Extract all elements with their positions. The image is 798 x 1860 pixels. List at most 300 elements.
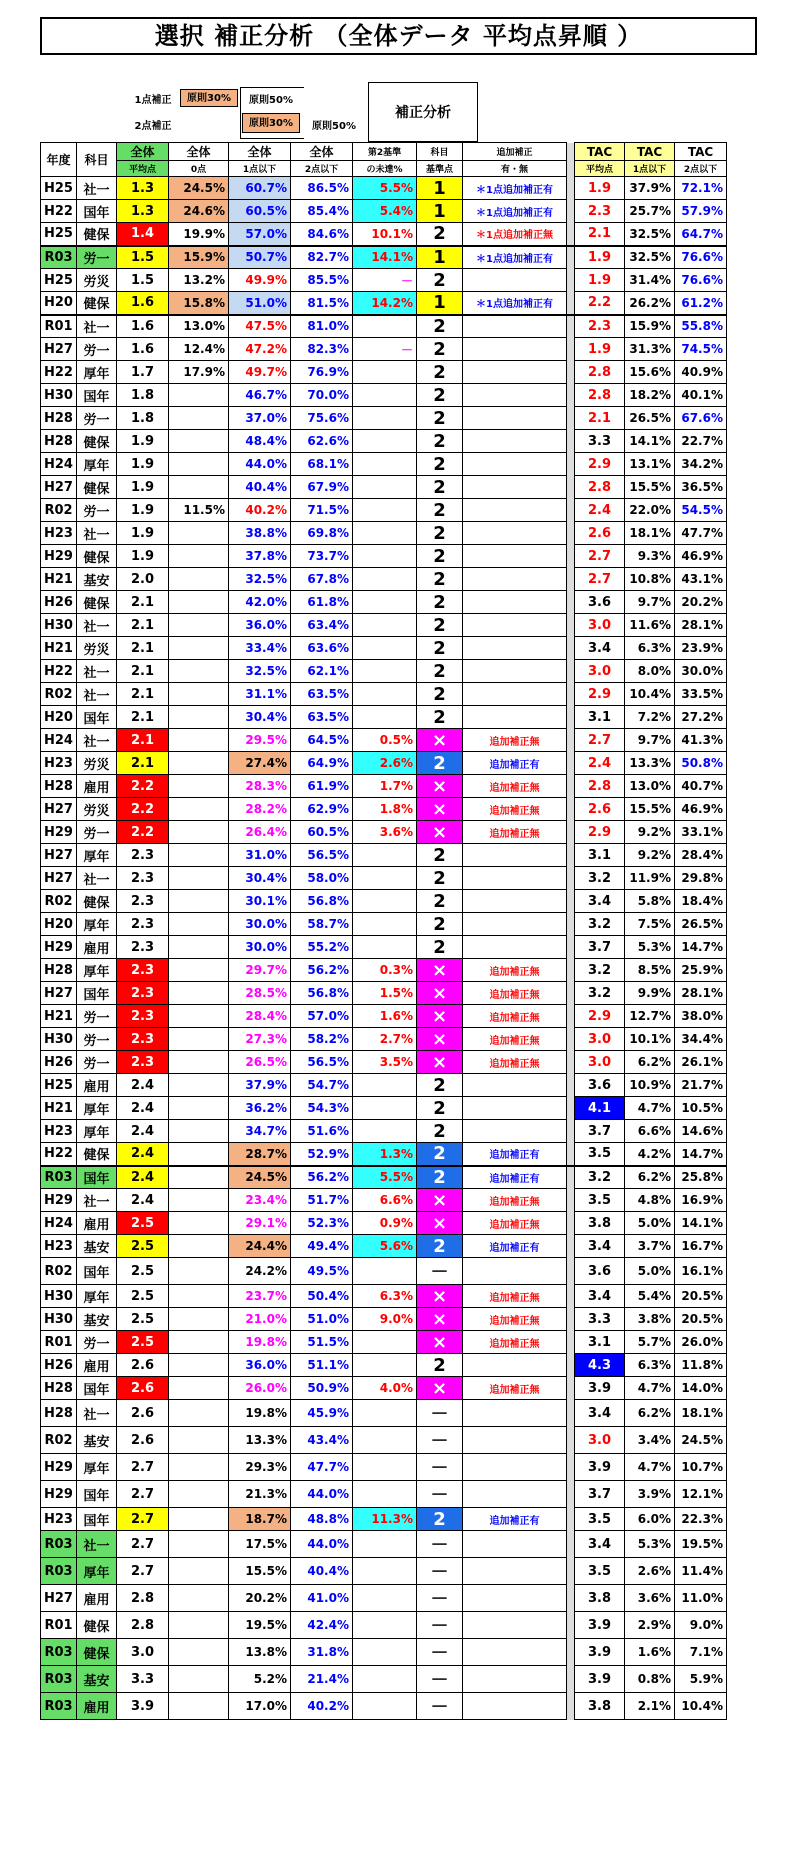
cell-tac-avg: 2.1 xyxy=(575,407,625,430)
cell-le1: 30.0% xyxy=(229,936,291,959)
cell-unmet: 1.6% xyxy=(353,1005,417,1028)
cell-zero xyxy=(169,1285,229,1308)
col-tac-le2: TAC xyxy=(675,143,727,161)
cell-le2: 62.6% xyxy=(291,430,353,453)
cell-base: 2 xyxy=(417,637,463,660)
cell-le2: 49.4% xyxy=(291,1235,353,1258)
cell-le1: 19.8% xyxy=(229,1331,291,1354)
cell-extra xyxy=(463,890,567,913)
cell-le2: 67.9% xyxy=(291,476,353,499)
cell-extra xyxy=(463,637,567,660)
cell-year: R01 xyxy=(41,1331,77,1354)
cell-tac-le2: 19.5% xyxy=(675,1531,727,1558)
cell-le2: 51.1% xyxy=(291,1354,353,1377)
table-row xyxy=(41,1258,727,1285)
cell-year: R01 xyxy=(41,1612,77,1639)
cell-tac-le1: 5.7% xyxy=(625,1331,675,1354)
table-row xyxy=(41,591,727,614)
analysis-header: 補正分析 xyxy=(368,82,478,142)
cell-le1: 19.5% xyxy=(229,1612,291,1639)
cell-tac-avg: 3.1 xyxy=(575,1331,625,1354)
col-tac-avg: TAC xyxy=(575,143,625,161)
cell-tac-le1: 6.6% xyxy=(625,1120,675,1143)
cell-base: × xyxy=(417,1028,463,1051)
cell-tac-avg: 3.9 xyxy=(575,1639,625,1666)
cell-le1: 28.5% xyxy=(229,982,291,1005)
table-row xyxy=(41,223,727,246)
gap xyxy=(567,1051,575,1074)
table-row xyxy=(41,1558,727,1585)
cell-zero xyxy=(169,453,229,476)
cell-tac-le2: 16.9% xyxy=(675,1189,727,1212)
cell-le2: 70.0% xyxy=(291,384,353,407)
cell-unmet xyxy=(353,1585,417,1612)
cell-unmet xyxy=(353,1354,417,1377)
cell-le1: 49.7% xyxy=(229,361,291,384)
table-body xyxy=(41,177,727,1720)
cell-tac-le2: 54.5% xyxy=(675,499,727,522)
cell-extra xyxy=(463,683,567,706)
cell-zero xyxy=(169,798,229,821)
gap xyxy=(567,1331,575,1354)
cell-le1: 36.0% xyxy=(229,1354,291,1377)
col-subject: 科目 xyxy=(77,143,117,177)
cell-avg: 2.3 xyxy=(117,890,169,913)
cell-le2: 85.5% xyxy=(291,269,353,292)
cell-base: 2 xyxy=(417,522,463,545)
cell-extra xyxy=(463,1666,567,1693)
cell-tac-le2: 14.7% xyxy=(675,1143,727,1166)
cell-zero xyxy=(169,1235,229,1258)
cell-tac-avg: 3.0 xyxy=(575,1028,625,1051)
gap xyxy=(567,246,575,269)
cell-avg: 2.1 xyxy=(117,706,169,729)
cell-zero xyxy=(169,1189,229,1212)
cell-tac-le1: 22.0% xyxy=(625,499,675,522)
table-row xyxy=(41,1097,727,1120)
cell-le2: 60.5% xyxy=(291,821,353,844)
cell-unmet xyxy=(353,476,417,499)
cell-subject: 労災 xyxy=(77,269,117,292)
cell-avg: 2.5 xyxy=(117,1235,169,1258)
cell-avg: 2.1 xyxy=(117,729,169,752)
cell-subject: 健保 xyxy=(77,890,117,913)
gap xyxy=(567,476,575,499)
gap xyxy=(567,982,575,1005)
cell-extra: 追加補正無 xyxy=(463,798,567,821)
gap xyxy=(567,1693,575,1720)
cell-extra xyxy=(463,1531,567,1558)
cell-subject: 労一 xyxy=(77,1051,117,1074)
cell-avg: 2.7 xyxy=(117,1481,169,1508)
gap xyxy=(567,867,575,890)
cell-base: 2 xyxy=(417,384,463,407)
cell-base: × xyxy=(417,1189,463,1212)
cell-base: － xyxy=(417,1693,463,1720)
gap xyxy=(567,1308,575,1331)
cell-avg: 2.5 xyxy=(117,1308,169,1331)
cell-subject: 社一 xyxy=(77,177,117,200)
cell-avg: 2.3 xyxy=(117,1051,169,1074)
cell-zero xyxy=(169,1400,229,1427)
cell-year: H22 xyxy=(41,660,77,683)
cell-tac-avg: 2.7 xyxy=(575,729,625,752)
cell-unmet: 1.5% xyxy=(353,982,417,1005)
cell-year: H21 xyxy=(41,568,77,591)
cell-tac-le1: 2.9% xyxy=(625,1612,675,1639)
cell-base: － xyxy=(417,1481,463,1508)
cell-unmet xyxy=(353,1481,417,1508)
cell-subject: 社一 xyxy=(77,1531,117,1558)
cell-le1: 23.4% xyxy=(229,1189,291,1212)
cell-le1: 29.3% xyxy=(229,1454,291,1481)
cell-subject: 国年 xyxy=(77,200,117,223)
cell-tac-le2: 40.9% xyxy=(675,361,727,384)
cell-tac-le1: 10.4% xyxy=(625,683,675,706)
cell-tac-le2: 7.1% xyxy=(675,1639,727,1666)
col-extra: 追加補正 xyxy=(463,143,567,161)
cell-year: H26 xyxy=(41,591,77,614)
cell-unmet xyxy=(353,1639,417,1666)
cell-subject: 厚年 xyxy=(77,1285,117,1308)
cell-tac-le2: 16.7% xyxy=(675,1235,727,1258)
cell-tac-le1: 4.8% xyxy=(625,1189,675,1212)
gap xyxy=(567,430,575,453)
cell-subject: 労一 xyxy=(77,1028,117,1051)
cell-year: H22 xyxy=(41,361,77,384)
cell-avg: 2.8 xyxy=(117,1612,169,1639)
cell-unmet xyxy=(353,568,417,591)
cell-tac-le1: 13.3% xyxy=(625,752,675,775)
cell-extra: 追加補正有 xyxy=(463,1143,567,1166)
cell-extra xyxy=(463,315,567,338)
cell-le2: 63.5% xyxy=(291,683,353,706)
cell-base: 2 xyxy=(417,499,463,522)
cell-zero xyxy=(169,1508,229,1531)
cell-tac-le2: 14.0% xyxy=(675,1377,727,1400)
cell-le2: 51.6% xyxy=(291,1120,353,1143)
table-row xyxy=(41,890,727,913)
cell-le2: 42.4% xyxy=(291,1612,353,1639)
cell-avg: 1.8 xyxy=(117,384,169,407)
cell-le1: 21.3% xyxy=(229,1481,291,1508)
cell-base: × xyxy=(417,729,463,752)
gap xyxy=(567,1235,575,1258)
cell-zero xyxy=(169,1143,229,1166)
cell-tac-avg: 2.6 xyxy=(575,798,625,821)
cell-subject: 厚年 xyxy=(77,1558,117,1585)
cell-tac-avg: 3.9 xyxy=(575,1377,625,1400)
cell-base: － xyxy=(417,1585,463,1612)
cell-base: － xyxy=(417,1258,463,1285)
cell-year: H21 xyxy=(41,1005,77,1028)
cell-base: 2 xyxy=(417,568,463,591)
cell-zero xyxy=(169,1666,229,1693)
cell-le2: 61.9% xyxy=(291,775,353,798)
page-title: 選択 補正分析 （全体データ 平均点昇順 ） xyxy=(40,17,757,55)
cell-base: × xyxy=(417,1308,463,1331)
cell-avg: 1.9 xyxy=(117,453,169,476)
table-row xyxy=(41,1051,727,1074)
cell-extra xyxy=(463,1558,567,1585)
gap xyxy=(567,1481,575,1508)
cell-tac-avg: 3.8 xyxy=(575,1693,625,1720)
cell-tac-avg: 3.1 xyxy=(575,844,625,867)
cell-unmet xyxy=(353,499,417,522)
cell-zero xyxy=(169,1531,229,1558)
cell-subject: 健保 xyxy=(77,223,117,246)
cell-year: H29 xyxy=(41,1481,77,1508)
cell-unmet xyxy=(353,1612,417,1639)
cell-year: R02 xyxy=(41,890,77,913)
cell-tac-le2: 33.1% xyxy=(675,821,727,844)
cell-tac-avg: 3.7 xyxy=(575,1481,625,1508)
gap xyxy=(567,1531,575,1558)
cell-extra xyxy=(463,430,567,453)
cell-unmet: 0.9% xyxy=(353,1212,417,1235)
cell-tac-le2: 72.1% xyxy=(675,177,727,200)
cell-subject: 厚年 xyxy=(77,453,117,476)
cell-extra: 追加補正有 xyxy=(463,752,567,775)
cell-tac-le1: 3.7% xyxy=(625,1235,675,1258)
gap xyxy=(567,143,575,177)
table-row xyxy=(41,1377,727,1400)
cell-tac-le2: 11.0% xyxy=(675,1585,727,1612)
gap xyxy=(567,1097,575,1120)
cell-subject: 基安 xyxy=(77,568,117,591)
cell-tac-le1: 5.3% xyxy=(625,936,675,959)
cell-tac-le2: 46.9% xyxy=(675,545,727,568)
cell-subject: 厚年 xyxy=(77,361,117,384)
gap xyxy=(567,545,575,568)
cell-tac-avg: 3.4 xyxy=(575,1400,625,1427)
cell-tac-le2: 74.5% xyxy=(675,338,727,361)
cell-le2: 73.7% xyxy=(291,545,353,568)
cell-tac-avg: 2.9 xyxy=(575,453,625,476)
cell-zero: 24.5% xyxy=(169,177,229,200)
cell-year: H30 xyxy=(41,614,77,637)
cell-tac-le1: 6.0% xyxy=(625,1508,675,1531)
cell-year: H27 xyxy=(41,982,77,1005)
cell-subject: 労一 xyxy=(77,1005,117,1028)
cell-le2: 76.9% xyxy=(291,361,353,384)
gap xyxy=(567,361,575,384)
cell-tac-le2: 26.5% xyxy=(675,913,727,936)
cell-base: 2 xyxy=(417,683,463,706)
cell-base: 2 xyxy=(417,1120,463,1143)
cell-tac-le1: 5.4% xyxy=(625,1285,675,1308)
gap xyxy=(567,1074,575,1097)
cell-year: H27 xyxy=(41,867,77,890)
cell-tac-avg: 2.3 xyxy=(575,200,625,223)
cell-avg: 2.6 xyxy=(117,1377,169,1400)
cell-tac-le2: 11.8% xyxy=(675,1354,727,1377)
table-row xyxy=(41,1005,727,1028)
cell-zero xyxy=(169,890,229,913)
cell-le2: 62.9% xyxy=(291,798,353,821)
cell-unmet: 10.1% xyxy=(353,223,417,246)
cell-unmet xyxy=(353,361,417,384)
cell-avg: 1.9 xyxy=(117,476,169,499)
col-le1: 全体 xyxy=(229,143,291,161)
cell-le2: 64.9% xyxy=(291,752,353,775)
gap xyxy=(567,1427,575,1454)
cell-extra xyxy=(463,568,567,591)
cell-unmet: － xyxy=(353,338,417,361)
cell-extra xyxy=(463,1097,567,1120)
cell-avg: 2.0 xyxy=(117,568,169,591)
legend-row1-b: 原則50% xyxy=(249,95,293,106)
cell-unmet xyxy=(353,1427,417,1454)
cell-tac-avg: 3.6 xyxy=(575,1258,625,1285)
cell-tac-le2: 10.4% xyxy=(675,1693,727,1720)
cell-le2: 44.0% xyxy=(291,1531,353,1558)
table-row xyxy=(41,1585,727,1612)
cell-zero xyxy=(169,1166,229,1189)
cell-base: 1 xyxy=(417,177,463,200)
cell-unmet xyxy=(353,867,417,890)
cell-year: H28 xyxy=(41,1377,77,1400)
cell-avg: 1.9 xyxy=(117,545,169,568)
gap xyxy=(567,453,575,476)
cell-le2: 52.3% xyxy=(291,1212,353,1235)
cell-extra xyxy=(463,522,567,545)
cell-tac-avg: 3.2 xyxy=(575,959,625,982)
cell-le1: 28.4% xyxy=(229,1005,291,1028)
cell-subject: 健保 xyxy=(77,430,117,453)
cell-subject: 社一 xyxy=(77,729,117,752)
cell-base: 2 xyxy=(417,1143,463,1166)
cell-le1: 36.2% xyxy=(229,1097,291,1120)
cell-base: 2 xyxy=(417,936,463,959)
table-row xyxy=(41,315,727,338)
cell-tac-le1: 15.6% xyxy=(625,361,675,384)
cell-unmet xyxy=(353,1258,417,1285)
cell-year: H29 xyxy=(41,1189,77,1212)
cell-year: H30 xyxy=(41,384,77,407)
cell-unmet: 14.2% xyxy=(353,292,417,315)
table-row xyxy=(41,292,727,315)
cell-tac-le1: 15.5% xyxy=(625,798,675,821)
cell-tac-le1: 4.2% xyxy=(625,1143,675,1166)
cell-base: 1 xyxy=(417,200,463,223)
cell-extra xyxy=(463,591,567,614)
cell-tac-le1: 32.5% xyxy=(625,246,675,269)
cell-base: × xyxy=(417,982,463,1005)
cell-avg: 1.3 xyxy=(117,200,169,223)
cell-tac-le1: 9.7% xyxy=(625,591,675,614)
col-unmet: 第2基準 xyxy=(353,143,417,161)
cell-tac-avg: 3.0 xyxy=(575,1427,625,1454)
gap xyxy=(567,821,575,844)
gap xyxy=(567,683,575,706)
cell-base: 2 xyxy=(417,1235,463,1258)
cell-le1: 47.5% xyxy=(229,315,291,338)
cell-avg: 2.3 xyxy=(117,1028,169,1051)
cell-subject: 社一 xyxy=(77,867,117,890)
cell-tac-le2: 34.4% xyxy=(675,1028,727,1051)
cell-extra xyxy=(463,1481,567,1508)
cell-subject: 雇用 xyxy=(77,1074,117,1097)
legend-row2-b: 原則50% xyxy=(312,121,356,132)
cell-subject: 健保 xyxy=(77,591,117,614)
cell-zero xyxy=(169,522,229,545)
cell-base: 2 xyxy=(417,1508,463,1531)
cell-le2: 54.3% xyxy=(291,1097,353,1120)
cell-year: H22 xyxy=(41,200,77,223)
cell-le1: 49.9% xyxy=(229,269,291,292)
cell-year: R03 xyxy=(41,1558,77,1585)
cell-tac-le2: 11.4% xyxy=(675,1558,727,1585)
table-row xyxy=(41,568,727,591)
cell-base: － xyxy=(417,1400,463,1427)
cell-zero xyxy=(169,1308,229,1331)
cell-le2: 75.6% xyxy=(291,407,353,430)
cell-avg: 2.6 xyxy=(117,1427,169,1454)
cell-le2: 86.5% xyxy=(291,177,353,200)
legend-row1-label: 1点補正 xyxy=(134,95,172,106)
cell-avg: 1.9 xyxy=(117,522,169,545)
cell-le2: 56.8% xyxy=(291,890,353,913)
cell-year: H30 xyxy=(41,1028,77,1051)
cell-le1: 34.7% xyxy=(229,1120,291,1143)
cell-zero xyxy=(169,1585,229,1612)
cell-year: H28 xyxy=(41,959,77,982)
cell-zero: 13.0% xyxy=(169,315,229,338)
cell-unmet xyxy=(353,706,417,729)
sub-le1: 1点以下 xyxy=(229,161,291,177)
cell-unmet: 1.7% xyxy=(353,775,417,798)
table-row xyxy=(41,1189,727,1212)
gap xyxy=(567,913,575,936)
cell-tac-avg: 2.4 xyxy=(575,752,625,775)
cell-le2: 63.5% xyxy=(291,706,353,729)
table-row xyxy=(41,913,727,936)
cell-unmet xyxy=(353,660,417,683)
cell-year: H28 xyxy=(41,407,77,430)
cell-tac-le1: 6.3% xyxy=(625,637,675,660)
table-row xyxy=(41,338,727,361)
cell-extra xyxy=(463,1354,567,1377)
cell-tac-le1: 1.6% xyxy=(625,1639,675,1666)
cell-avg: 1.6 xyxy=(117,315,169,338)
cell-tac-avg: 3.0 xyxy=(575,660,625,683)
gap xyxy=(567,1558,575,1585)
cell-tac-le2: 29.8% xyxy=(675,867,727,890)
cell-subject: 雇用 xyxy=(77,1354,117,1377)
cell-tac-le1: 14.1% xyxy=(625,430,675,453)
cell-year: H30 xyxy=(41,1308,77,1331)
cell-le1: 24.2% xyxy=(229,1258,291,1285)
cell-extra xyxy=(463,1258,567,1285)
cell-year: H24 xyxy=(41,1212,77,1235)
table-row xyxy=(41,752,727,775)
table-row xyxy=(41,499,727,522)
cell-avg: 2.5 xyxy=(117,1285,169,1308)
cell-le1: 15.5% xyxy=(229,1558,291,1585)
table-row xyxy=(41,384,727,407)
cell-tac-avg: 2.8 xyxy=(575,384,625,407)
cell-extra xyxy=(463,361,567,384)
cell-subject: 雇用 xyxy=(77,1693,117,1720)
cell-le1: 24.5% xyxy=(229,1166,291,1189)
cell-tac-le2: 34.2% xyxy=(675,453,727,476)
cell-tac-avg: 3.8 xyxy=(575,1212,625,1235)
cell-tac-le1: 5.3% xyxy=(625,1531,675,1558)
table-row xyxy=(41,1531,727,1558)
cell-tac-le2: 28.1% xyxy=(675,982,727,1005)
cell-tac-le1: 15.9% xyxy=(625,315,675,338)
